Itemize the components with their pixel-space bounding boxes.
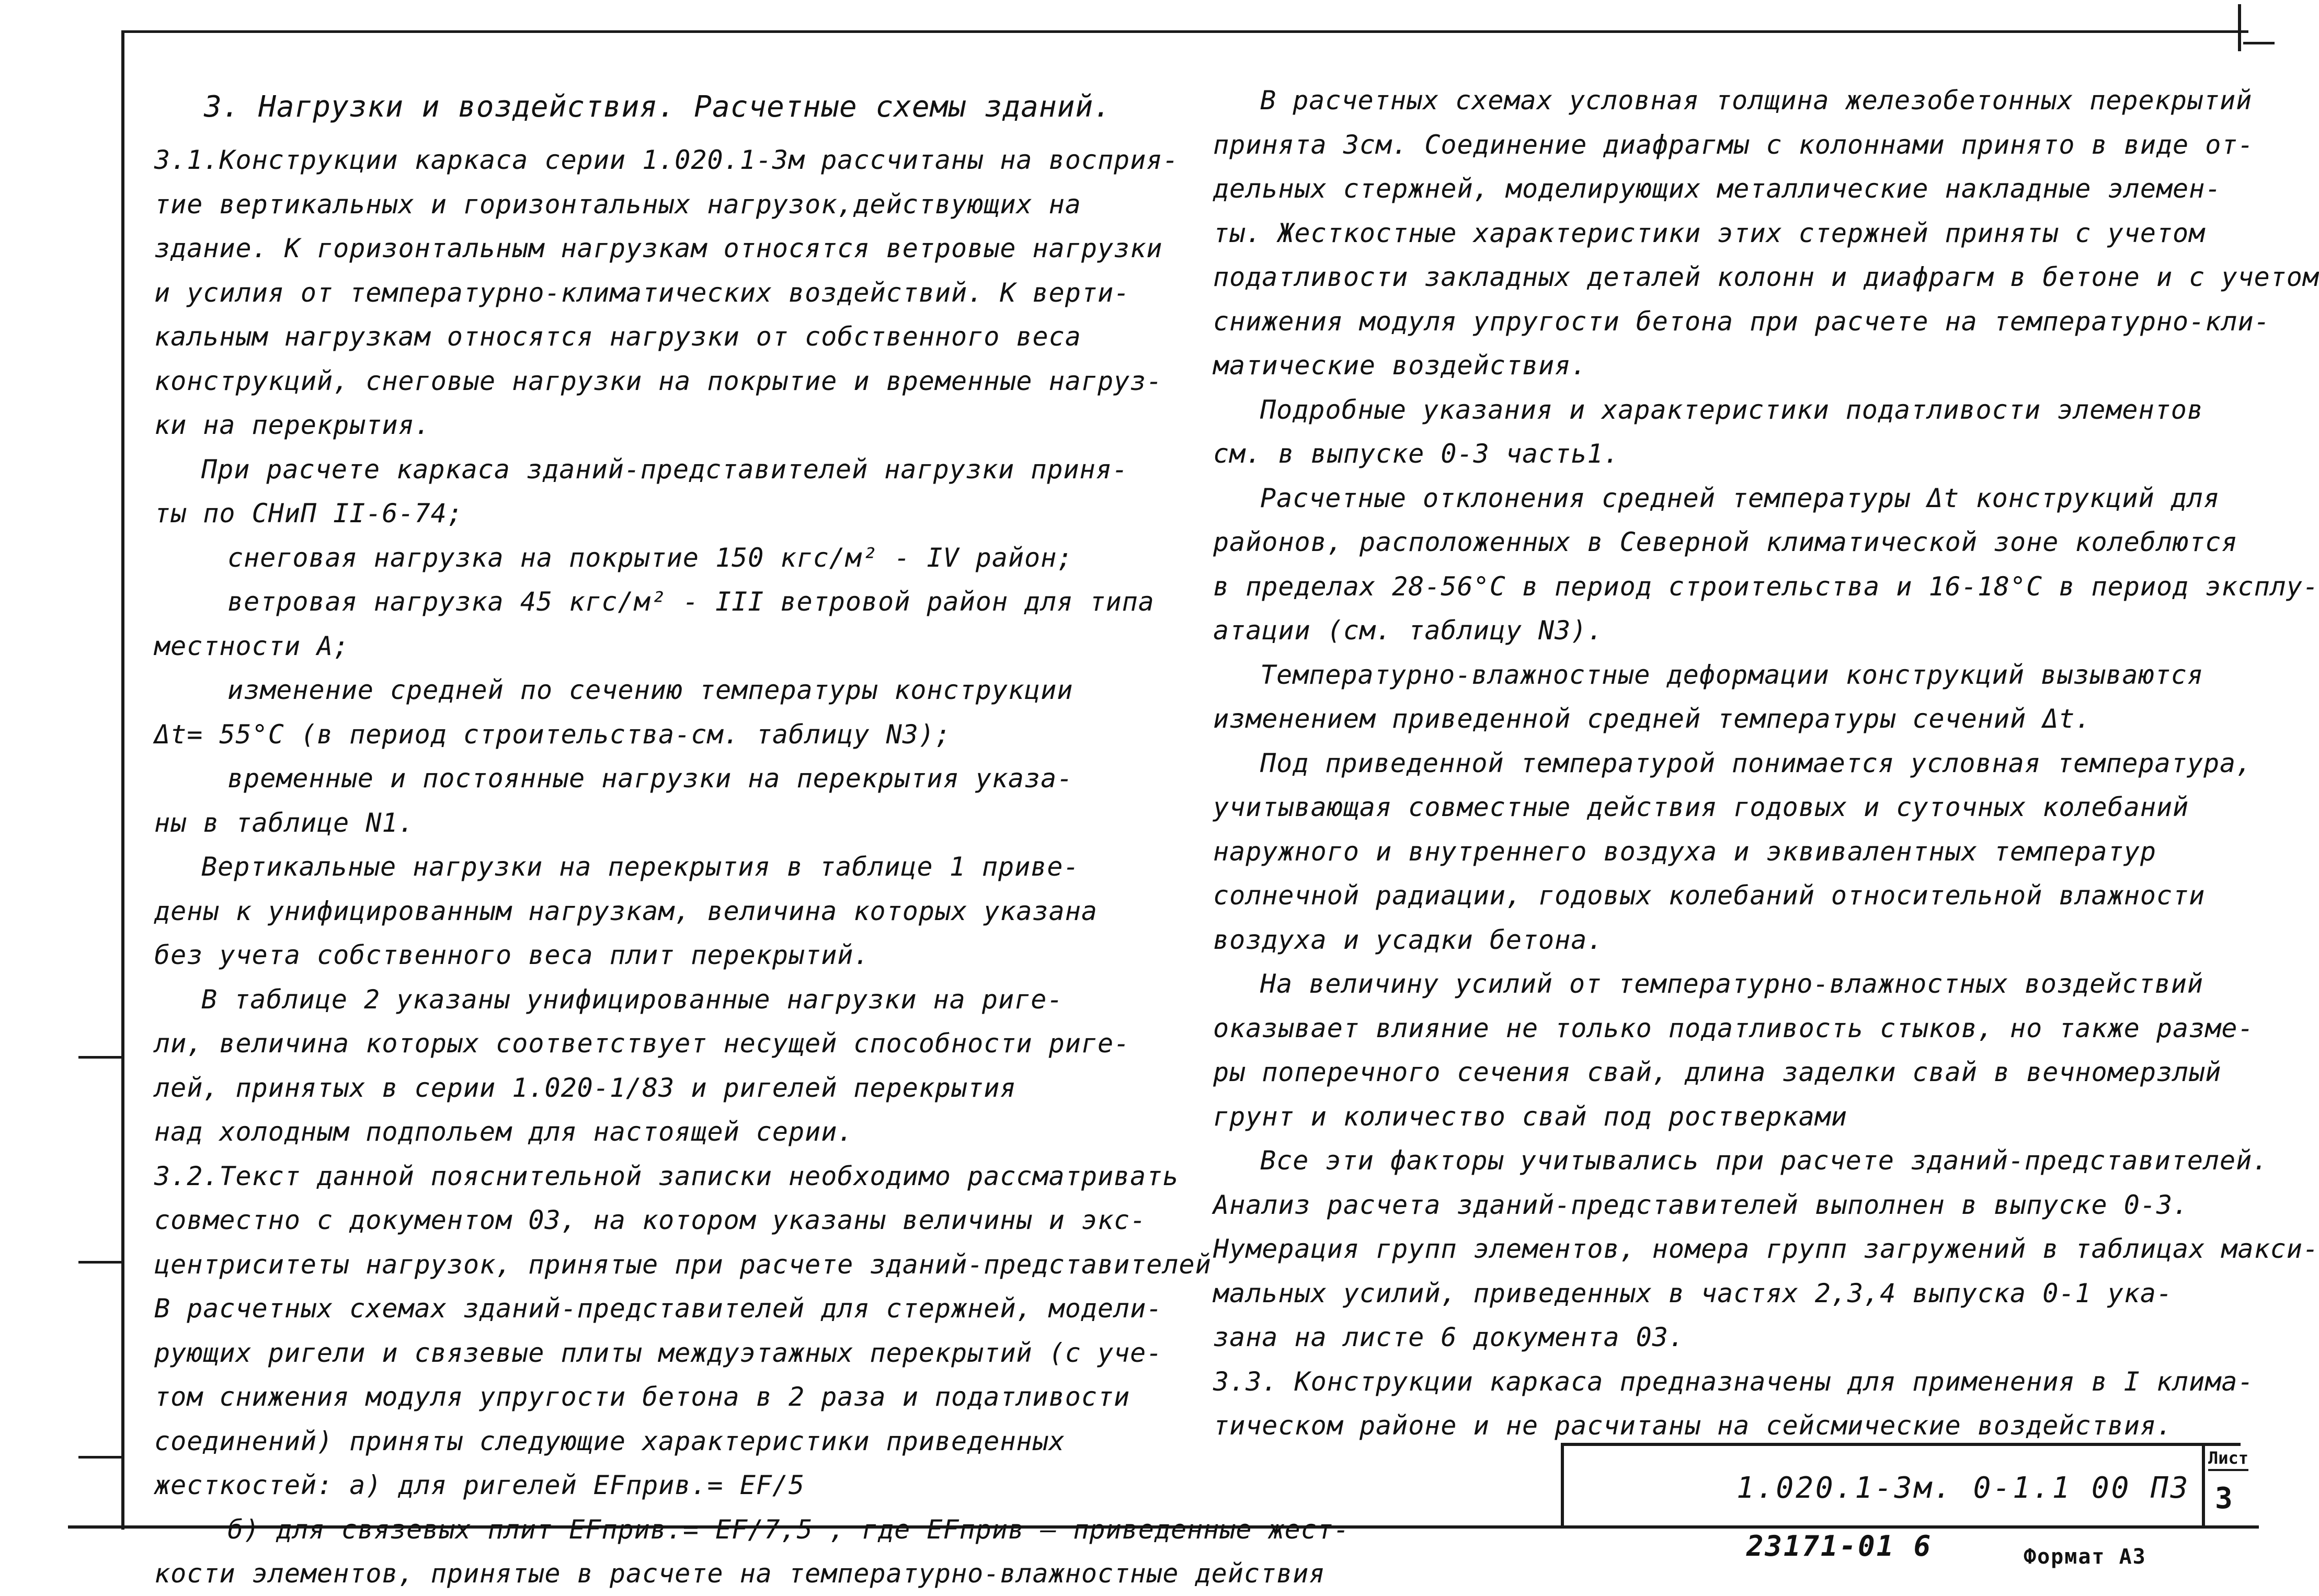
text-line: кости элементов, принятые в расчете на температурно-влажностные действия [154, 1558, 1326, 1589]
text-line: Температурно-влажностные деформации конструкций вызываются [1260, 659, 2203, 690]
text-line: зана на листе 6 документа 03. [1213, 1322, 1685, 1352]
text-line: снеговая нагрузка на покрытие 150 кгс/м² - IV район; [227, 542, 1073, 573]
right-text-column [1213, 78, 2319, 1448]
text-line: Все эти факторы учитывались при расчете зданий-представителей. [1260, 1145, 2269, 1176]
margin-tick [78, 1056, 121, 1059]
title-block-divider [2202, 1446, 2205, 1526]
text-line: грунт и количество свай под ростверками [1213, 1101, 1847, 1132]
section-heading: 3. Нагрузки и воздействия. Расчетные схемы зданий. [204, 90, 1112, 124]
text-line: изменение средней по сечению температуры конструкции [227, 675, 1073, 705]
text-line: совместно с документом 03, на котором указаны величины и экс- [154, 1205, 1147, 1235]
corner-mark-horizontal [2243, 42, 2275, 44]
text-line: Нумерация групп элементов, номера групп загружений в таблицах макси- [1213, 1234, 2319, 1264]
text-line: ки на перекрытия. [154, 410, 431, 440]
text-line: наружного и внутреннего воздуха и эквивалентных температур [1213, 836, 2156, 867]
text-line: ны в таблице N1. [154, 807, 415, 838]
text-line: ты. Жесткостные характеристики этих стержней приняты с учетом [1213, 217, 2206, 248]
text-line: учитывающая совместные действия годовых и суточных колебаний [1213, 792, 2189, 822]
text-line: лей, принятых в серии 1.020-1/83 и ригелей перекрытия [154, 1072, 1016, 1103]
text-line: дены к унифицированным нагрузкам, величина которых указана [154, 895, 1098, 926]
text-line: жесткостей: а) для ригелей EFприв.= EF/5 [154, 1470, 805, 1500]
text-line: кальным нагрузкам относятся нагрузки от собственного веса [154, 322, 1081, 352]
text-line: податливости закладных деталей колонн и диафрагм в бетоне и с учетом [1213, 262, 2319, 292]
left-text-column [154, 78, 1350, 1596]
text-line: конструкций, снеговые нагрузки на покрытие и временные нагруз- [154, 365, 1163, 396]
text-line: Анализ расчета зданий-представителей выполнен в выпуске 0-3. [1213, 1189, 2189, 1220]
text-line: ли, величина которых соответствует несущей способности риге- [154, 1028, 1130, 1059]
format-label: Формат А3 [2024, 1545, 2146, 1569]
corner-mark [2238, 4, 2241, 51]
text-line: и усилия от температурно-климатических воздействий. К верти- [154, 277, 1130, 308]
text-line: рующих ригели и связевые плиты междуэтажных перекрытий (с уче- [154, 1337, 1163, 1368]
text-line: том снижения модуля упругости бетона в 2 раза и податливости [154, 1382, 1130, 1412]
text-line: Подробные указания и характеристики податливости элементов [1260, 394, 2203, 425]
text-line: соединений) приняты следующие характеристики приведенных [154, 1426, 1065, 1456]
text-line: без учета собственного веса плит перекрытий. [154, 940, 870, 970]
text-line: атации (см. таблицу N3). [1213, 615, 1604, 646]
text-line: тическом районе и не расчитаны на сейсмические воздействия. [1213, 1410, 2173, 1441]
text-line: 3.3. Конструкции каркаса предназначены для применения в I клима- [1213, 1366, 2254, 1397]
text-line: Вертикальные нагрузки на перекрытия в таблице 1 приве- [201, 852, 1080, 882]
text-line: ветровая нагрузка 45 кгс/м² - III ветровой район для типа [227, 587, 1155, 617]
sheet-number: 3 [2215, 1482, 2233, 1515]
text-line: В расчетных схемах зданий-представителей для стержней, модели- [154, 1293, 1163, 1324]
inventory-number: 23171-01 6 [1746, 1530, 1933, 1563]
text-line: оказывает влияние не только податливость стыков, но также разме- [1213, 1013, 2254, 1043]
sheet-label: Лист [2208, 1448, 2248, 1471]
text-line: 3.2.Текст данной пояснительной записки необходимо рассматривать [154, 1161, 1179, 1191]
document-code: 1.020.1-3м. 0-1.1 00 ПЗ [1737, 1471, 2190, 1505]
text-line: Под приведенной температурой понимается условная температура, [1260, 748, 2253, 778]
text-line: местности А; [154, 630, 350, 661]
text-line: ты по СНиП II-6-74; [154, 498, 463, 529]
text-line: На величину усилий от температурно-влажностных воздействий [1260, 969, 2203, 999]
text-line: центриситеты нагрузок, принятые при расчете зданий-представителей [154, 1249, 1212, 1280]
text-line: здание. К горизонтальным нагрузкам относятся ветровые нагрузки [154, 233, 1163, 263]
text-line: над холодным подпольем для настоящей серии. [154, 1117, 854, 1147]
text-line: При расчете каркаса зданий-представителей нагрузки приня- [201, 454, 1128, 485]
text-line: 3.1.Конструкции каркаса серии 1.020.1-3м рассчитаны на восприя- [154, 145, 1179, 175]
text-line: принята 3см. Соединение диафрагмы с колоннами принято в виде от- [1213, 129, 2254, 160]
text-line: районов, расположенных в Северной климатической зоне колеблются [1213, 527, 2238, 557]
text-line: матические воздействия. [1213, 350, 1587, 381]
text-line: тие вертикальных и горизонтальных нагрузок,действующих на [154, 189, 1081, 220]
text-line: Δt= 55°С (в период строительства-см. таблицу N3); [154, 719, 952, 750]
text-line: В расчетных схемах условная толщина железобетонных перекрытий [1260, 85, 2253, 116]
text-line: мальных усилий, приведенных в частях 2,3,4 выпуска 0-1 ука- [1213, 1278, 2173, 1308]
text-line: ры поперечного сечения свай, длина заделки свай в вечномерзлый [1213, 1057, 2222, 1087]
text-line: см. в выпуске 0-3 часть1. [1213, 439, 1620, 469]
margin-tick [78, 1261, 121, 1264]
title-block [1561, 1443, 2249, 1526]
text-line: В таблице 2 указаны унифицированные нагрузки на риге- [201, 984, 1064, 1015]
text-line: дельных стержней, моделирующих металлические накладные элемен- [1213, 174, 2222, 204]
text-line: Расчетные отклонения средней температуры Δt конструкций для [1260, 483, 2220, 513]
text-line: б) для связевых плит EFприв.= EF/7,5 , где EFприв — приведенные жест- [227, 1514, 1350, 1545]
text-line: в пределах 28-56°С в период строительства и 16-18°С в период эксплу- [1213, 571, 2319, 602]
margin-tick [78, 1456, 121, 1459]
text-line: снижения модуля упругости бетона при расчете на температурно-кли- [1213, 306, 2270, 337]
text-line: изменением приведенной средней температуры сечений Δt. [1213, 704, 2092, 734]
text-line: временные и постоянные нагрузки на перекрытия указа- [227, 763, 1073, 794]
text-line: солнечной радиации, годовых колебаний относительной влажности [1213, 880, 2206, 911]
text-line: воздуха и усадки бетона. [1213, 924, 1604, 955]
